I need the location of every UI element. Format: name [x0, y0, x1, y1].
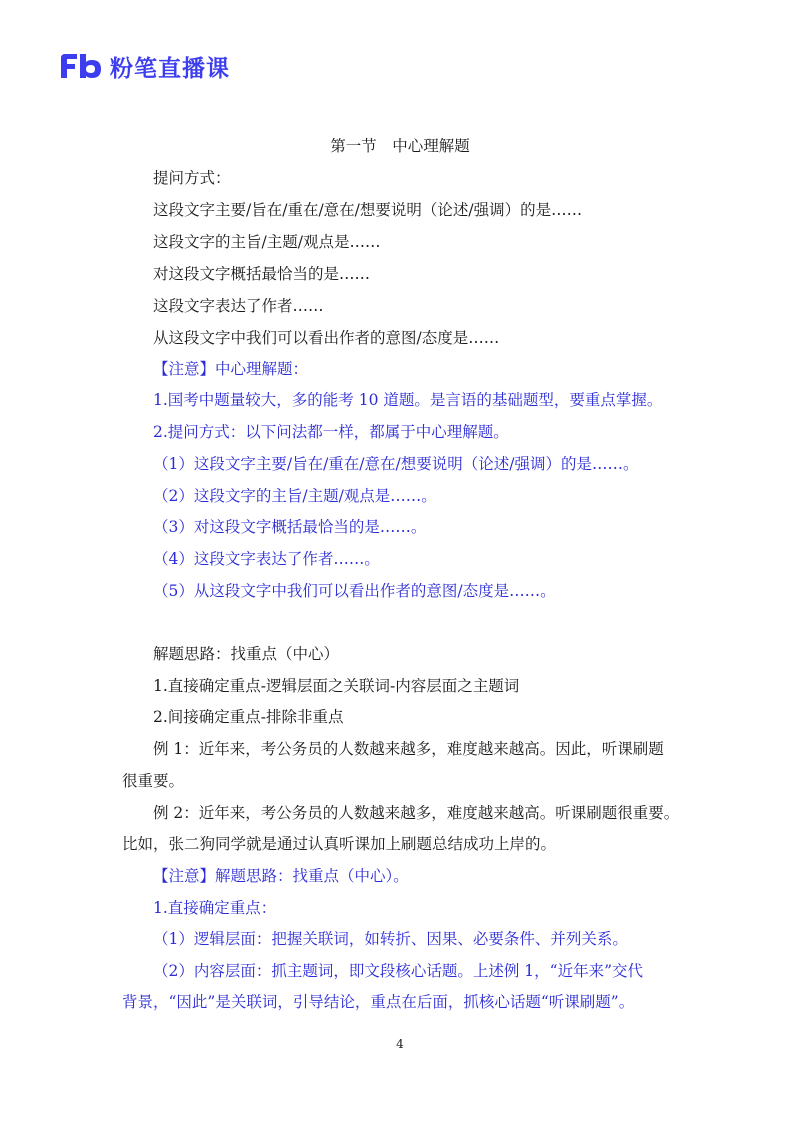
approach-line-2: 2.间接确定重点-排除非重点	[153, 708, 344, 726]
note-subitem-3: （3）对这段文字概括最恰当的是……。	[153, 518, 427, 536]
example-2-line-2: 比如，张二狗同学就是通过认真听课加上刷题总结成功上岸的。	[122, 835, 557, 853]
note-line-2: 2.提问方式：以下问法都一样，都属于中心理解题。	[153, 423, 509, 441]
note-heading-2: 【注意】解题思路：找重点（中心）。	[153, 867, 409, 885]
approach-heading: 解题思路：找重点（中心）	[153, 645, 340, 663]
question-format-heading: 提问方式：	[153, 169, 231, 187]
example-1-line-1: 例 1：近年来，考公务员的人数越来越多，难度越来越高。因此，听课刷题	[153, 740, 664, 758]
fb-logo-icon	[58, 52, 104, 80]
note2-subitem-2: （2）内容层面：抓主题词，即文段核心话题。上述例 1，“近年来”交代	[153, 962, 644, 980]
note-heading-1: 【注意】中心理解题：	[153, 360, 309, 378]
question-line-1: 这段文字主要/旨在/重在/意在/想要说明（论述/强调）的是……	[153, 201, 583, 219]
note-subitem-5: （5）从这段文字中我们可以看出作者的意图/态度是……。	[153, 582, 556, 600]
note2-subitem-2-cont: 背景，“因此”是关联词，引导结论，重点在后面，抓核心话题“听课刷题”。	[122, 993, 635, 1011]
note-subitem-1: （1）这段文字主要/旨在/重在/意在/想要说明（论述/强调）的是……。	[153, 455, 639, 473]
brand-logo	[58, 52, 230, 80]
question-line-4: 这段文字表达了作者……	[153, 297, 324, 315]
question-line-2: 这段文字的主旨/主题/观点是……	[153, 233, 381, 251]
page-number: 4	[396, 1037, 404, 1051]
question-line-5: 从这段文字中我们可以看出作者的意图/态度是……	[153, 329, 500, 347]
note-line-1: 1.国考中题量较大，多的能考 10 道题。是言语的基础题型，要重点掌握。	[153, 391, 663, 409]
brand-name: 粉笔直播课	[110, 55, 230, 82]
approach-line-1: 1.直接确定重点-逻辑层面之关联词-内容层面之主题词	[153, 677, 520, 695]
note2-line-1: 1.直接确定重点：	[153, 899, 277, 917]
note-subitem-4: （4）这段文字表达了作者……。	[153, 550, 380, 568]
example-1-line-2: 很重要。	[122, 772, 185, 790]
note2-subitem-1: （1）逻辑层面：把握关联词，如转折、因果、必要条件、并列关系。	[153, 930, 628, 948]
example-2-line-1: 例 2：近年来，考公务员的人数越来越多，难度越来越高。听课刷题很重要。	[153, 804, 680, 822]
note-subitem-2: （2）这段文字的主旨/主题/观点是……。	[153, 487, 437, 505]
section-title: 第一节 中心理解题	[330, 137, 470, 155]
question-line-3: 对这段文字概括最恰当的是……	[153, 265, 371, 283]
